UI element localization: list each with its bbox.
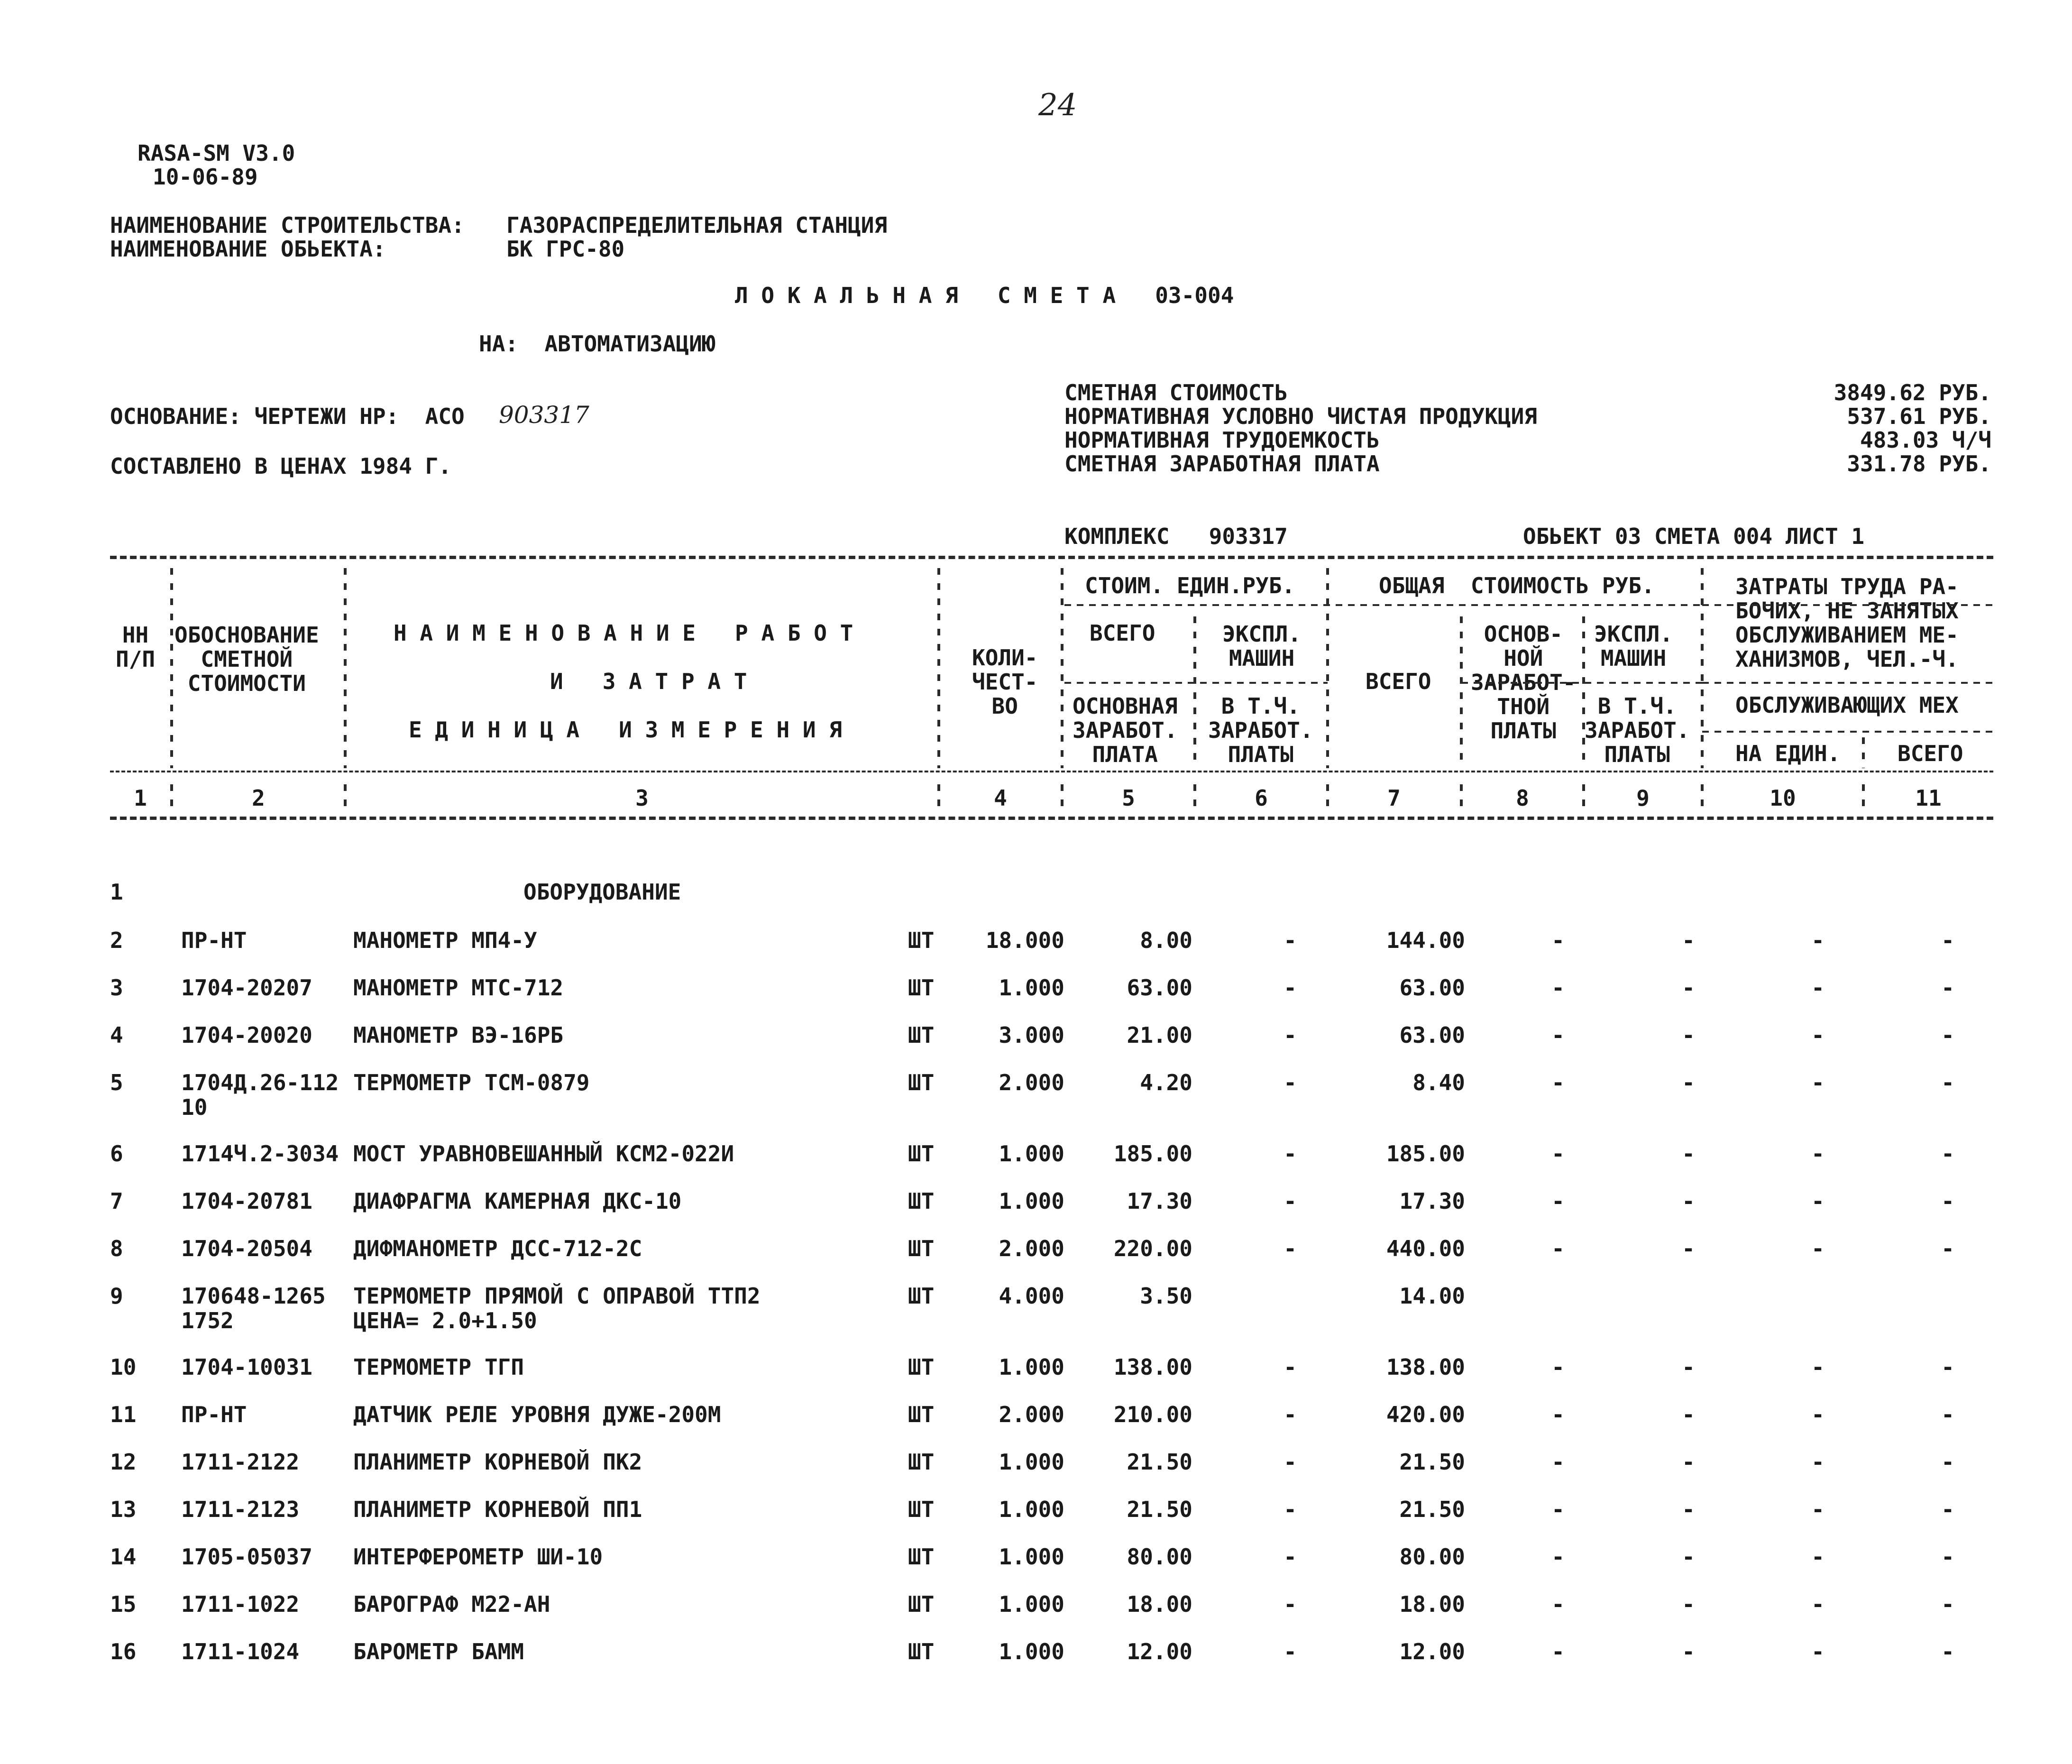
cell-name: ТЕРМОМЕТР ПРЯМОЙ С ОПРАВОЙ ТТП2: [353, 1283, 761, 1309]
cell-mach: -: [1284, 928, 1297, 953]
cell-code: 1711-2122: [181, 1449, 300, 1475]
cell-wage: -: [1551, 1070, 1565, 1095]
cell-total: 21.50: [1399, 1449, 1465, 1475]
cell-qty: 3.000: [999, 1022, 1064, 1048]
header-col-5-bottom: ОСНОВНАЯ ЗАРАБОТ. ПЛАТА: [1073, 693, 1178, 767]
cell-wage: -: [1551, 975, 1565, 1001]
cell-unit: ШТ: [908, 975, 935, 1001]
print-date: 10-06-89: [153, 164, 258, 190]
cell-mach: -: [1284, 1497, 1297, 1522]
cell-n: 6: [110, 1141, 123, 1167]
cell-qty: 1.000: [999, 1141, 1064, 1167]
section-title: ОБОРУДОВАНИЕ: [523, 879, 681, 905]
cell-total: 420.00: [1386, 1402, 1465, 1427]
cell-n: 14: [110, 1544, 137, 1570]
cell-name: МОСТ УРАВНОВЕШАННЫЙ КСМ2-022И: [353, 1141, 734, 1167]
cell-name: МАНОМЕТР ВЭ-16РБ: [353, 1022, 564, 1048]
object-sheet-line: ОБЬЕКТ 03 СМЕТА 004 ЛИСТ 1: [1523, 524, 1865, 549]
cell-n: 5: [110, 1070, 123, 1095]
prices-note: СОСТАВЛЕНО В ЦЕНАХ 1984 Г.: [110, 453, 452, 479]
column-number: 1: [134, 785, 147, 811]
cell-lt: -: [1941, 1141, 1954, 1167]
cell-total: 63.00: [1399, 1022, 1465, 1048]
cell-total: 18.00: [1399, 1591, 1465, 1617]
complex-line: КОМПЛЕКС 903317: [1064, 524, 1288, 549]
cell-mach: -: [1284, 1402, 1297, 1427]
cell-total: 80.00: [1399, 1544, 1465, 1570]
column-number: 6: [1255, 785, 1268, 811]
cell-price: 8.00: [1140, 928, 1192, 953]
cell-qty: 1.000: [999, 1591, 1064, 1617]
column-number: 2: [252, 785, 265, 811]
cell-n: 10: [110, 1354, 137, 1380]
cell-total: 14.00: [1399, 1283, 1465, 1309]
cell-qty: 1.000: [999, 975, 1064, 1001]
cell-n: 9: [110, 1283, 123, 1309]
cell-price: 63.00: [1127, 975, 1192, 1001]
program-version: RASA-SM V3.0: [138, 140, 295, 166]
cell-code: 1711-2123: [181, 1497, 300, 1522]
cell-mach: -: [1284, 1141, 1297, 1167]
cell-lu: -: [1811, 1402, 1824, 1427]
summary-value: 537.61 РУБ.: [1847, 404, 1991, 429]
cell-unit: ШТ: [908, 1354, 935, 1380]
cell-total: 144.00: [1386, 928, 1465, 953]
cell-n: 13: [110, 1497, 137, 1522]
cell-lu: -: [1811, 928, 1824, 953]
cell-emach: -: [1682, 928, 1695, 953]
cell-qty: 2.000: [999, 1236, 1064, 1261]
cell-wage: -: [1551, 1236, 1565, 1261]
cell-lt: -: [1941, 1354, 1954, 1380]
cell-lt: -: [1941, 1236, 1954, 1261]
document-title: Л О К А Л Ь Н А Я С М Е Т А 03-004: [735, 283, 1234, 308]
cell-qty: 1.000: [999, 1449, 1064, 1475]
cell-mach: -: [1284, 975, 1297, 1001]
cell-unit: ШТ: [908, 1070, 935, 1095]
cell-lt: -: [1941, 1070, 1954, 1095]
cell-unit: ШТ: [908, 1639, 935, 1664]
cell-n: 8: [110, 1236, 123, 1261]
cell-code: 1704-20781: [181, 1188, 312, 1214]
summary-value: 483.03 Ч/Ч: [1860, 427, 1991, 453]
cell-unit: ШТ: [908, 1022, 935, 1048]
cell-qty: 1.000: [999, 1354, 1064, 1380]
column-number: 9: [1636, 785, 1650, 811]
summary-value: 3849.62 РУБ.: [1834, 380, 1991, 405]
header-col-3-line3: Е Д И Н И Ц А И З М Е Р Е Н И Я: [409, 717, 842, 743]
cell-emach: -: [1682, 975, 1695, 1001]
cell-name: ТЕРМОМЕТР ТГП: [353, 1354, 524, 1380]
cell-lt: -: [1941, 975, 1954, 1001]
cell-wage: -: [1551, 1354, 1565, 1380]
cell-lt: -: [1941, 1544, 1954, 1570]
column-number: 4: [994, 785, 1007, 811]
cell-emach: -: [1682, 1639, 1695, 1664]
construction-label: НАИМЕНОВАНИЕ СТРОИТЕЛЬСТВА:: [110, 212, 465, 238]
cell-lu: -: [1811, 975, 1824, 1001]
cell-price: 12.00: [1127, 1639, 1192, 1664]
cell-name: МАНОМЕТР МП4-У: [353, 928, 537, 953]
header-col-11: ВСЕГО: [1898, 741, 1963, 766]
cell-n: 12: [110, 1449, 137, 1475]
cell-emach: -: [1682, 1591, 1695, 1617]
cell-emach: -: [1682, 1236, 1695, 1261]
cell-lt: -: [1941, 1591, 1954, 1617]
cell-lt: -: [1941, 1497, 1954, 1522]
cell-name: ТЕРМОМЕТР ТСМ-0879: [353, 1070, 590, 1095]
construction-value: ГАЗОРАСПРЕДЕЛИТЕЛЬНАЯ СТАНЦИЯ: [506, 212, 888, 238]
cell-n: 15: [110, 1591, 137, 1617]
cell-qty: 1.000: [999, 1639, 1064, 1664]
cell-lt: -: [1941, 1402, 1954, 1427]
cell-name-continued: ЦЕНА= 2.0+1.50: [353, 1308, 537, 1333]
cell-code: 1704-20207: [181, 975, 312, 1001]
cell-unit: ШТ: [908, 1591, 935, 1617]
cell-wage: -: [1551, 1639, 1565, 1664]
cell-code: 1714Ч.2-3034: [181, 1141, 339, 1167]
cell-mach: -: [1284, 1236, 1297, 1261]
cell-total: 17.30: [1399, 1188, 1465, 1214]
cell-unit: ШТ: [908, 1449, 935, 1475]
cell-total: 138.00: [1386, 1354, 1465, 1380]
cell-qty: 4.000: [999, 1283, 1064, 1309]
cell-n: 16: [110, 1639, 137, 1664]
cell-emach: -: [1682, 1022, 1695, 1048]
cell-wage: -: [1551, 1188, 1565, 1214]
column-number: 8: [1516, 785, 1529, 811]
cell-emach: -: [1682, 1354, 1695, 1380]
cell-code: 1704-10031: [181, 1354, 312, 1380]
header-col-4: КОЛИ- ЧЕСТ- ВО: [972, 645, 1038, 719]
cell-mach: -: [1284, 1544, 1297, 1570]
basis-handwritten-number: 903317: [499, 401, 589, 429]
page-number: 24: [1038, 88, 1077, 123]
header-group-labor: ЗАТРАТЫ ТРУДА РА- БОЧИХ, НЕ ЗАНЯТЫХ ОБСЛУЖИВАНИЕМ МЕ- ХАНИЗМОВ, ЧЕЛ.-Ч.: [1735, 574, 1959, 672]
section-number: 1: [110, 879, 123, 905]
cell-n: 7: [110, 1188, 123, 1214]
cell-unit: ШТ: [908, 1544, 935, 1570]
estimate-purpose: НА: АВТОМАТИЗАЦИЮ: [479, 331, 715, 357]
cell-lt: -: [1941, 928, 1954, 953]
cell-mach: -: [1284, 1639, 1297, 1664]
cell-total: 12.00: [1399, 1639, 1465, 1664]
header-col-10: НА ЕДИН.: [1735, 741, 1841, 766]
cell-mach: -: [1284, 1354, 1297, 1380]
cell-price: 138.00: [1113, 1354, 1192, 1380]
cell-qty: 1.000: [999, 1544, 1064, 1570]
cell-name: ДИФМАНОМЕТР ДСС-712-2С: [353, 1236, 642, 1261]
cell-lt: -: [1941, 1449, 1954, 1475]
summary-label: СМЕТНАЯ ЗАРАБОТНАЯ ПЛАТА: [1064, 451, 1380, 477]
cell-wage: -: [1551, 1449, 1565, 1475]
cell-total: 63.00: [1399, 975, 1465, 1001]
cell-unit: ШТ: [908, 1283, 935, 1309]
cell-price: 185.00: [1113, 1141, 1192, 1167]
cell-code: 1704-20020: [181, 1022, 312, 1048]
cell-unit: ШТ: [908, 1141, 935, 1167]
cell-wage: -: [1551, 928, 1565, 953]
column-number: 10: [1769, 785, 1796, 811]
cell-lu: -: [1811, 1544, 1824, 1570]
cell-price: 21.00: [1127, 1022, 1192, 1048]
cell-qty: 2.000: [999, 1402, 1064, 1427]
header-col-3-line2: И З А Т Р А Т: [550, 669, 747, 694]
cell-n: 2: [110, 928, 123, 953]
cell-lu: -: [1811, 1141, 1824, 1167]
cell-qty: 1.000: [999, 1497, 1064, 1522]
header-col-9-bottom: В Т.Ч. ЗАРАБОТ. ПЛАТЫ: [1585, 693, 1690, 767]
header-col-5-top: ВСЕГО: [1090, 620, 1155, 646]
cell-emach: -: [1682, 1497, 1695, 1522]
header-group-unit-cost: СТОИМ. ЕДИН.РУБ.: [1085, 573, 1295, 598]
cell-name: ПЛАНИМЕТР КОРНЕВОЙ ПК2: [353, 1449, 642, 1475]
cell-code: 1711-1024: [181, 1639, 300, 1664]
cell-price: 220.00: [1113, 1236, 1192, 1261]
cell-mach: -: [1284, 1591, 1297, 1617]
cell-name: ДИАФРАГМА КАМЕРНАЯ ДКС-10: [353, 1188, 682, 1214]
cell-total: 185.00: [1386, 1141, 1465, 1167]
cell-wage: -: [1551, 1497, 1565, 1522]
cell-mach: -: [1284, 1449, 1297, 1475]
cell-wage: -: [1551, 1402, 1565, 1427]
cell-mach: -: [1284, 1022, 1297, 1048]
header-col-8: ОСНОВ- НОЙ ЗАРАБОТ- ТНОЙ ПЛАТЫ: [1471, 621, 1576, 744]
cell-emach: -: [1682, 1402, 1695, 1427]
header-col-9-top: ЭКСПЛ. МАШИН: [1594, 621, 1673, 671]
header-col-2: ОБОСНОВАНИЕ СМЕТНОЙ СТОИМОСТИ: [174, 622, 319, 696]
cell-n: 4: [110, 1022, 123, 1048]
cell-n: 11: [110, 1402, 137, 1427]
cell-qty: 1.000: [999, 1188, 1064, 1214]
cell-lu: -: [1811, 1070, 1824, 1095]
cell-code-continued: 10: [181, 1094, 208, 1120]
header-col-6-top: ЭКСПЛ. МАШИН: [1222, 621, 1302, 671]
column-number: 3: [635, 785, 649, 811]
summary-label: СМЕТНАЯ СТОИМОСТЬ: [1064, 380, 1288, 405]
cell-emach: -: [1682, 1188, 1695, 1214]
cell-lu: -: [1811, 1188, 1824, 1214]
cell-name: ПЛАНИМЕТР КОРНЕВОЙ ПП1: [353, 1497, 642, 1522]
cell-name: БАРОМЕТР БАММ: [353, 1639, 524, 1664]
cell-price: 4.20: [1140, 1070, 1192, 1095]
cell-mach: -: [1284, 1070, 1297, 1095]
header-col-1: НН П/П: [116, 622, 156, 672]
cell-unit: ШТ: [908, 1236, 935, 1261]
column-number: 7: [1387, 785, 1401, 811]
cell-total: 21.50: [1399, 1497, 1465, 1522]
header-group-labor-mech: ОБСЛУЖИВАЮЩИХ МЕХ: [1735, 692, 1959, 718]
cell-price: 17.30: [1127, 1188, 1192, 1214]
cell-emach: -: [1682, 1544, 1695, 1570]
cell-code: 170648-1265: [181, 1283, 326, 1309]
cell-mach: -: [1284, 1188, 1297, 1214]
cell-n: 3: [110, 975, 123, 1001]
cell-wage: -: [1551, 1022, 1565, 1048]
column-number: 5: [1122, 785, 1135, 811]
cell-emach: -: [1682, 1070, 1695, 1095]
cell-lu: -: [1811, 1639, 1824, 1664]
cell-lt: -: [1941, 1639, 1954, 1664]
cell-total: 440.00: [1386, 1236, 1465, 1261]
cell-lu: -: [1811, 1449, 1824, 1475]
cell-emach: -: [1682, 1449, 1695, 1475]
cell-price: 21.50: [1127, 1497, 1192, 1522]
cell-unit: ШТ: [908, 928, 935, 953]
summary-label: НОРМАТИВНАЯ ТРУДОЕМКОСТЬ: [1064, 427, 1380, 453]
cell-lu: -: [1811, 1497, 1824, 1522]
header-col-7: ВСЕГО: [1366, 669, 1431, 694]
header-column-separators: [0, 0, 2072, 825]
cell-lu: -: [1811, 1022, 1824, 1048]
cell-code: 1711-1022: [181, 1591, 300, 1617]
cell-code: 1704-20504: [181, 1236, 312, 1261]
column-number: 11: [1915, 785, 1942, 811]
cell-unit: ШТ: [908, 1402, 935, 1427]
basis-label: ОСНОВАНИЕ: ЧЕРТЕЖИ НР: АСО: [110, 404, 465, 429]
cell-qty: 2.000: [999, 1070, 1064, 1095]
cell-name: БАРОГРАФ М22-АН: [353, 1591, 550, 1617]
cell-total: 8.40: [1412, 1070, 1465, 1095]
cell-wage: -: [1551, 1544, 1565, 1570]
cell-lu: -: [1811, 1354, 1824, 1380]
summary-label: НОРМАТИВНАЯ УСЛОВНО ЧИСТАЯ ПРОДУКЦИЯ: [1064, 404, 1537, 429]
cell-lu: -: [1811, 1236, 1824, 1261]
cell-wage: -: [1551, 1141, 1565, 1167]
cell-name: ИНТЕРФЕРОМЕТР ШИ-10: [353, 1544, 603, 1570]
cell-lt: -: [1941, 1022, 1954, 1048]
cell-wage: -: [1551, 1591, 1565, 1617]
header-col-3-line1: Н А И М Е Н О В А Н И Е Р А Б О Т: [394, 620, 853, 646]
cell-price: 80.00: [1127, 1544, 1192, 1570]
summary-value: 331.78 РУБ.: [1847, 451, 1991, 477]
cell-price: 3.50: [1140, 1283, 1192, 1309]
cell-code-continued: 1752: [181, 1308, 234, 1333]
cell-name: МАНОМЕТР МТС-712: [353, 975, 564, 1001]
cell-price: 18.00: [1127, 1591, 1192, 1617]
cell-code: ПР-НТ: [181, 928, 247, 953]
header-col-6-bottom: В Т.Ч. ЗАРАБОТ. ПЛАТЫ: [1208, 693, 1313, 767]
cell-lu: -: [1811, 1591, 1824, 1617]
cell-emach: -: [1682, 1141, 1695, 1167]
cell-code: 1705-05037: [181, 1544, 312, 1570]
cell-unit: ШТ: [908, 1497, 935, 1522]
cell-lt: -: [1941, 1188, 1954, 1214]
cell-qty: 18.000: [985, 928, 1064, 953]
cell-price: 21.50: [1127, 1449, 1192, 1475]
object-value: БК ГРС-80: [506, 236, 625, 262]
header-group-total-cost: ОБЩАЯ СТОИМОСТЬ РУБ.: [1379, 573, 1655, 598]
cell-price: 210.00: [1113, 1402, 1192, 1427]
object-label: НАИМЕНОВАНИЕ ОБЬЕКТА:: [110, 236, 386, 262]
cell-code: 1704Д.26-112: [181, 1070, 339, 1095]
cell-code: ПР-НТ: [181, 1402, 247, 1427]
cell-name: ДАТЧИК РЕЛЕ УРОВНЯ ДУЖЕ-200М: [353, 1402, 721, 1427]
cell-unit: ШТ: [908, 1188, 935, 1214]
